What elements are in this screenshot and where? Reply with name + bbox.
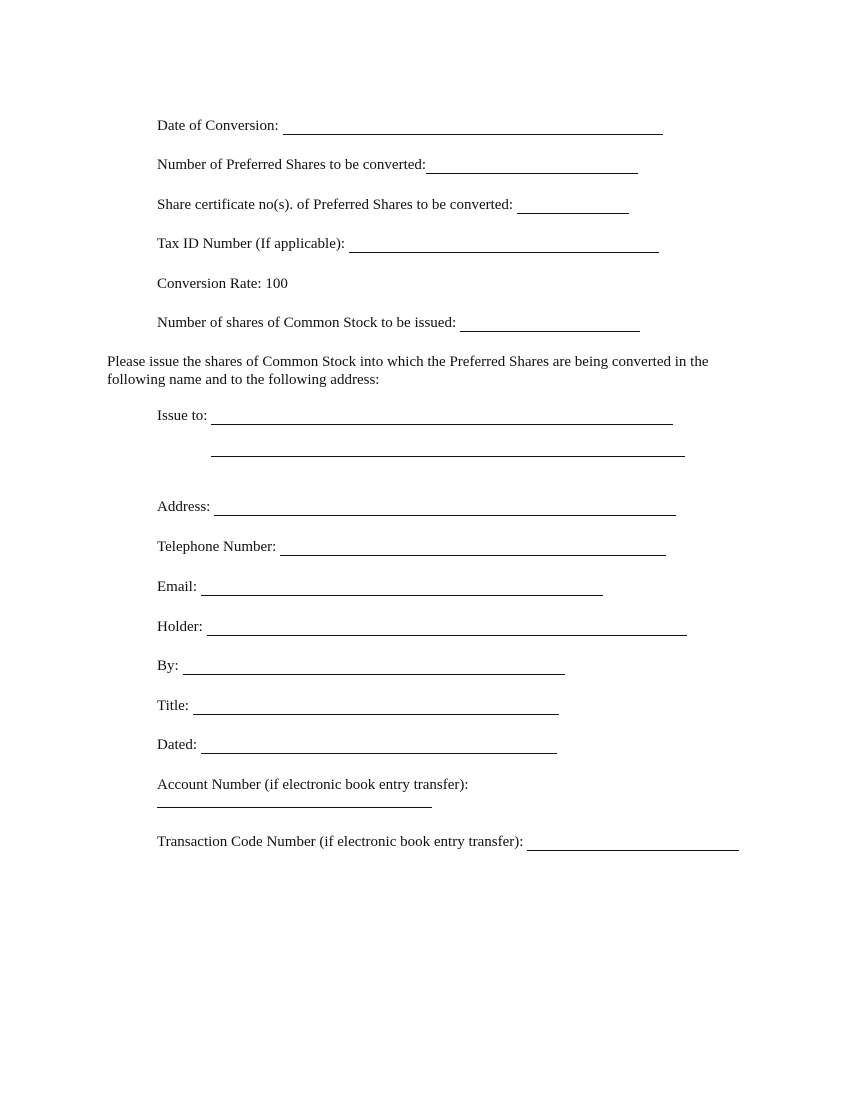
share-certificate-label: Share certificate no(s). of Preferred Shares to be converted: xyxy=(157,197,514,213)
by-label: By: xyxy=(157,658,179,674)
share-certificate-field[interactable] xyxy=(517,199,629,214)
address-row xyxy=(157,498,676,516)
transaction-code-row xyxy=(157,833,739,851)
account-number-field[interactable] xyxy=(157,807,432,808)
common-shares-row xyxy=(157,314,640,332)
share-certificate-row xyxy=(157,196,629,214)
transaction-code-label: Transaction Code Number (if electronic book entry transfer): xyxy=(157,834,524,850)
telephone-field[interactable] xyxy=(280,541,666,556)
instruction-paragraph: Please issue the shares of Common Stock into which the Preferred Shares are being converted in the following name and to the following address: xyxy=(107,354,709,388)
date-of-conversion-field[interactable] xyxy=(283,120,663,135)
tax-id-field[interactable] xyxy=(349,238,659,253)
tax-id-row xyxy=(157,235,659,253)
holder-label: Holder: xyxy=(157,619,203,635)
account-number-row xyxy=(157,776,469,794)
conversion-rate-text: Conversion Rate: 100 xyxy=(157,276,288,292)
dated-row xyxy=(157,736,557,754)
preferred-shares-count-field[interactable] xyxy=(426,159,638,174)
address-field[interactable] xyxy=(214,501,676,516)
email-row xyxy=(157,578,603,596)
by-row xyxy=(157,657,565,675)
common-shares-label: Number of shares of Common Stock to be issued: xyxy=(157,315,457,331)
dated-label: Dated: xyxy=(157,737,197,753)
telephone-label: Telephone Number: xyxy=(157,539,277,555)
title-row xyxy=(157,697,559,715)
issue-to-label: Issue to: xyxy=(157,408,208,424)
date-of-conversion-row xyxy=(157,117,663,135)
account-number-label: Account Number (if electronic book entry transfer): xyxy=(157,777,469,793)
transaction-code-field[interactable] xyxy=(527,836,739,851)
dated-field[interactable] xyxy=(201,739,557,754)
issue-to-row xyxy=(157,407,673,425)
holder-row xyxy=(157,618,687,636)
holder-field[interactable] xyxy=(207,621,687,636)
preferred-shares-count-row xyxy=(157,156,638,174)
title-field[interactable] xyxy=(193,700,559,715)
issue-to-field[interactable] xyxy=(211,410,673,425)
conversion-rate-row xyxy=(157,275,288,293)
issue-to-field-line-2[interactable] xyxy=(211,456,685,457)
by-field[interactable] xyxy=(183,660,565,675)
date-of-conversion-label: Date of Conversion: xyxy=(157,118,279,134)
common-shares-field[interactable] xyxy=(460,317,640,332)
preferred-shares-count-label: Number of Preferred Shares to be converted: xyxy=(157,157,427,173)
email-field[interactable] xyxy=(201,581,603,596)
tax-id-label: Tax ID Number (If applicable): xyxy=(157,236,346,252)
email-label: Email: xyxy=(157,579,197,595)
telephone-row xyxy=(157,538,666,556)
address-label: Address: xyxy=(157,499,211,515)
title-label: Title: xyxy=(157,698,189,714)
